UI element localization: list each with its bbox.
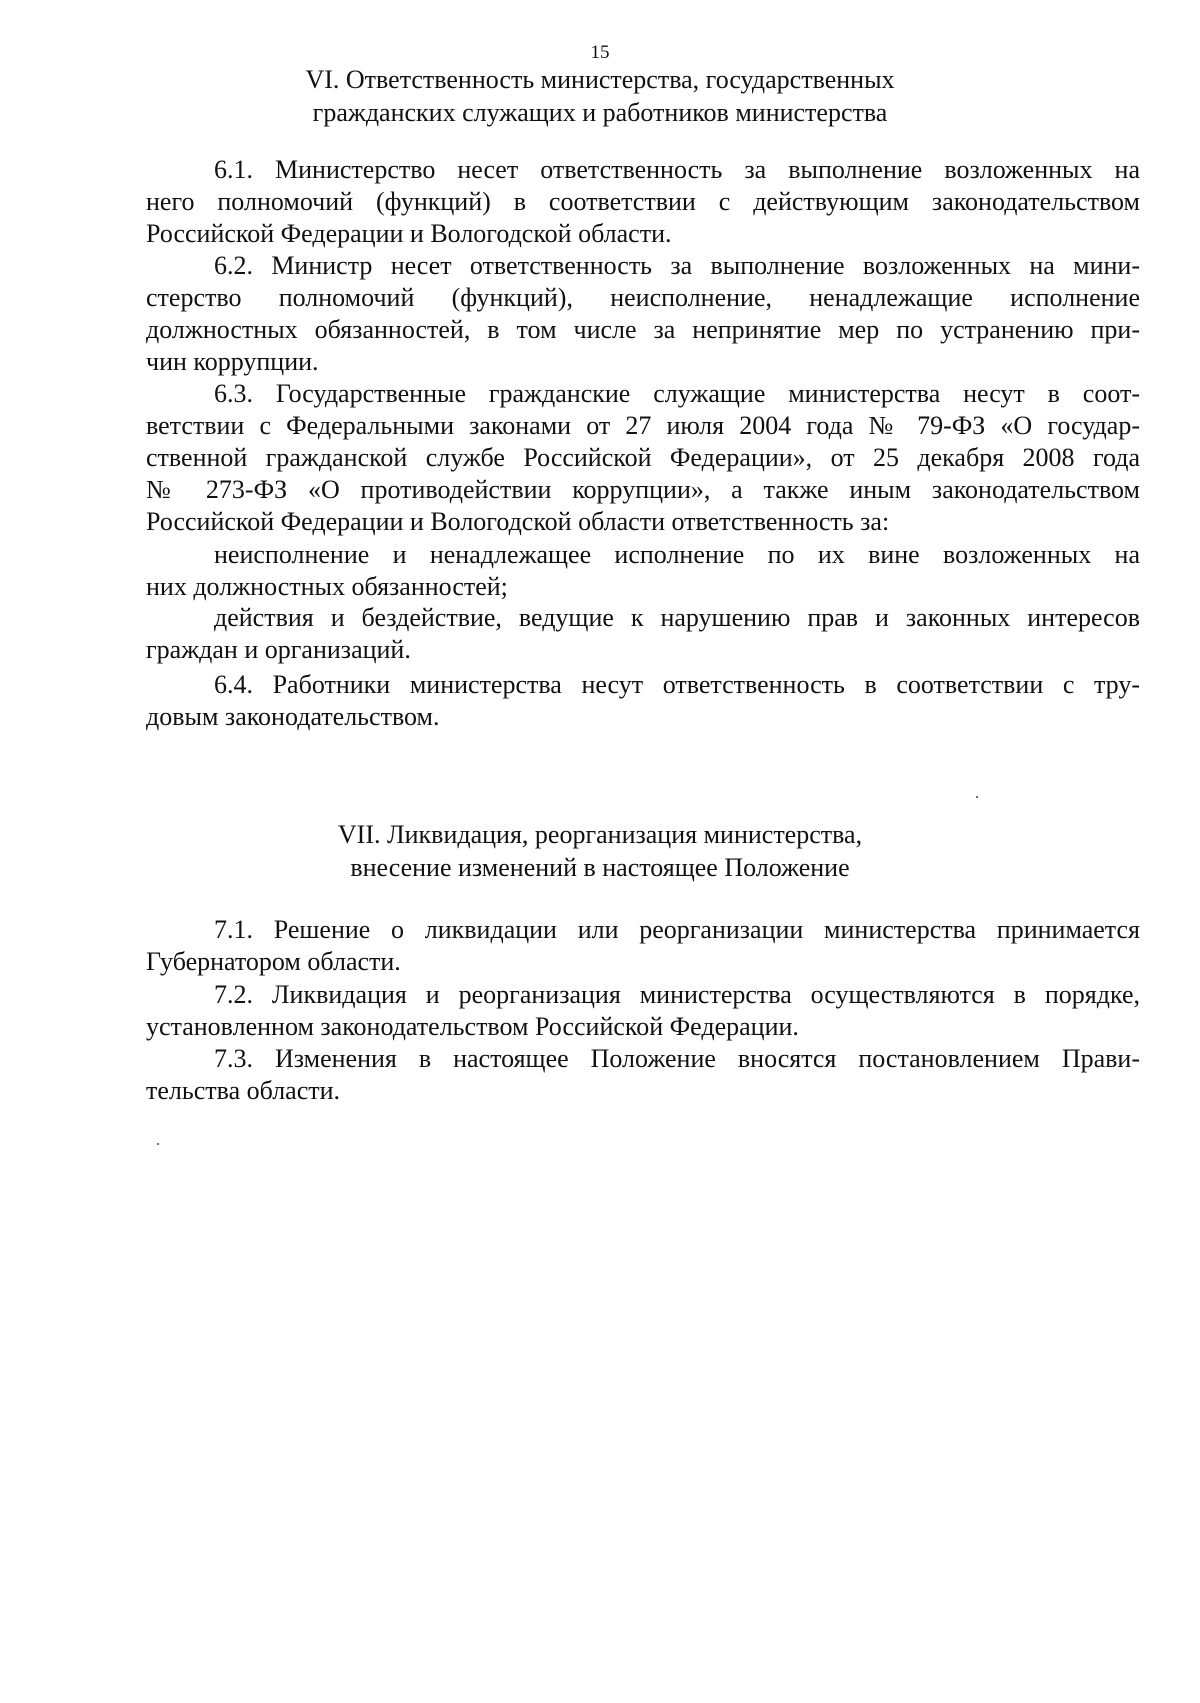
text-line: 6.2. Министр несет ответственность за выполнение возложенных на мини-	[214, 251, 1140, 280]
paragraph-6-3-item-1	[146, 539, 1140, 603]
text-line: Губернатором области.	[146, 947, 401, 976]
text-line: Российской Федерации и Вологодской области ответственность за:	[146, 507, 890, 536]
text-line: граждан и организаций.	[146, 635, 411, 664]
page-number: 15	[590, 42, 610, 63]
section-6-heading	[0, 63, 1200, 129]
text-line: должностных обязанностей, в том числе за непринятие мер по устранению при-	[146, 315, 1140, 344]
paragraph-7-1	[146, 914, 1140, 978]
paragraph-7-3	[146, 1043, 1140, 1107]
text-line: 7.1. Решение о ликвидации или реорганизации министерства принимается	[214, 915, 1140, 944]
paragraph-6-3-item-2	[146, 602, 1140, 666]
text-line: 6.3. Государственные гражданские служащие министерства несут в соот-	[214, 379, 1140, 408]
paragraph-6-1	[146, 154, 1140, 250]
text-line: действия и бездействие, ведущие к нарушению прав и законных интересов	[214, 603, 1140, 632]
text-line: 6.1. Министерство несет ответственность за выполнение возложенных на	[214, 155, 1140, 184]
heading-line: гражданских служащих и работников министерства	[312, 98, 888, 127]
heading-line: VI. Ответственность министерства, государственных	[305, 65, 895, 94]
text-line: 6.4. Работники министерства несут ответственность в соответствии с тру-	[214, 670, 1140, 699]
text-line: 7.2. Ликвидация и реорганизация министерства осуществляются в порядке,	[214, 980, 1140, 1009]
section-7-heading	[0, 818, 1200, 884]
paragraph-6-2	[146, 250, 1140, 378]
text-line: установленном законодательством Российской Федерации.	[146, 1012, 799, 1041]
paragraph-7-2	[146, 979, 1140, 1043]
text-line: стерство полномочий (функций), неисполнение, ненадлежащие исполнение	[146, 283, 1140, 312]
paragraph-6-3	[146, 378, 1140, 538]
text-line: чин коррупции.	[146, 347, 319, 376]
heading-line: VII. Ликвидация, реорганизация министерства,	[337, 820, 863, 849]
text-line: него полномочий (функций) в соответствии с действующим законодательством	[146, 187, 1140, 216]
text-line: тельства области.	[146, 1076, 341, 1105]
scan-speck	[976, 796, 978, 798]
text-line: ственной гражданской службе Российской Федерации», от 25 декабря 2008 года	[146, 443, 1140, 472]
text-line: № 273-ФЗ «О противодействии коррупции», а также иным законодательством	[146, 475, 1140, 504]
scan-speck	[157, 1143, 159, 1145]
text-line: них должностных обязанностей;	[146, 572, 508, 601]
paragraph-6-4	[146, 669, 1140, 733]
text-line: ветствии с Федеральными законами от 27 июля 2004 года № 79-ФЗ «О государ-	[146, 411, 1140, 440]
text-line: 7.3. Изменения в настоящее Положение вносятся постановлением Прави-	[214, 1044, 1140, 1073]
heading-line: внесение изменений в настоящее Положение	[350, 853, 850, 882]
text-line: довым законодательством.	[146, 702, 440, 731]
text-line: Российской Федерации и Вологодской области.	[146, 219, 672, 248]
text-line: неисполнение и ненадлежащее исполнение по их вине возложенных на	[214, 540, 1140, 569]
